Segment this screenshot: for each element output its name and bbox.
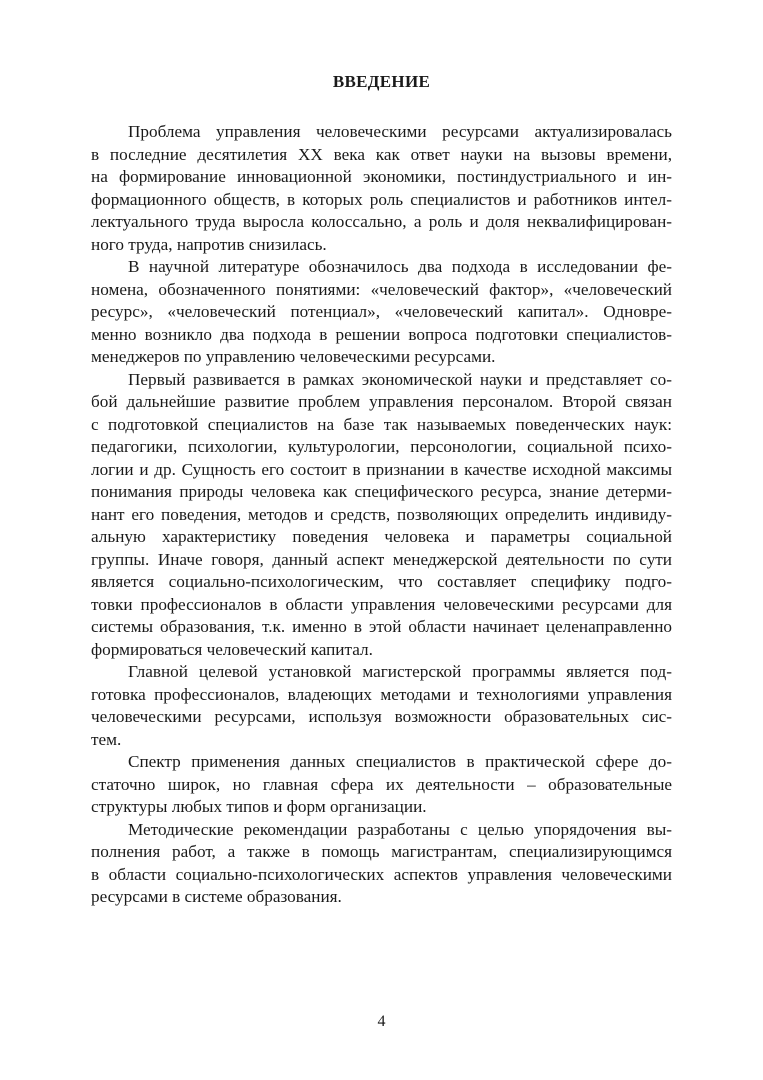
text-line: формироваться человеческий капитал. — [91, 639, 373, 659]
text-line: человеческими ресурсами, используя возможности образовательных сис- — [91, 707, 672, 726]
text-line: лектуального труда выросла колоссально, а роль и доля неквалифицирован- — [91, 212, 672, 231]
text-line: с подготовкой специалистов на базе так называемых поведенческих наук: — [91, 414, 672, 434]
paragraph — [91, 369, 672, 662]
text-line: ресурсами в системе образования. — [91, 887, 342, 906]
text-line: является социально-психологическим, что составляет специфику подго- — [91, 572, 672, 591]
text-line: структуры любых типов и форм организации. — [91, 797, 427, 816]
paragraph — [91, 751, 672, 819]
text-line: В научной литературе обозначилось два подхода в исследовании фе- — [128, 257, 672, 276]
body-text — [91, 121, 672, 909]
text-line: альную характеристику поведения человека и параметры социальной — [91, 527, 672, 546]
paragraph — [91, 661, 672, 751]
text-line: бой дальнейшие развитие проблем управления персоналом. Второй связан — [91, 392, 672, 411]
text-line: нант его поведения, методов и средств, позволяющих определить индивиду- — [91, 504, 672, 524]
page-number: 4 — [377, 1013, 386, 1030]
text-line: ресурс», «человеческий потенциал», «человеческий капитал». Одновре- — [91, 302, 672, 321]
text-line: в области социально-психологических аспектов управления человеческими — [91, 864, 672, 884]
text-line: ного труда, напротив снизилась. — [91, 234, 327, 254]
text-line: менно возникло два подхода в решении вопроса подготовки специалистов- — [91, 324, 672, 344]
text-line: понимания природы человека как специфического ресурса, знание детерми- — [91, 482, 672, 501]
text-line: Первый развивается в рамках экономической науки и представляет со- — [128, 369, 672, 389]
text-line: тем. — [91, 729, 122, 749]
text-line: менеджеров по управлению человеческими ресурсами. — [91, 347, 496, 366]
text-line: готовка профессионалов, владеющих методами и технологиями управления — [91, 684, 672, 704]
paragraph — [91, 256, 672, 369]
text-line: статочно широк, но главная сфера их деятельности – образовательные — [91, 774, 672, 794]
paragraph — [91, 121, 672, 256]
page-title: ВВЕДЕНИЕ — [332, 72, 431, 91]
text-line: товки профессионалов в области управления человеческими ресурсами для — [91, 594, 672, 614]
text-line: логии и др. Сущность его состоит в признании в качестве исходной максимы — [91, 459, 672, 479]
text-line: полнения работ, а также в помощь магистрантам, специализирующимся — [91, 842, 672, 861]
paragraph — [91, 819, 672, 909]
text-line: группы. Иначе говоря, данный аспект менеджерской деятельности по сути — [91, 549, 672, 569]
text-line: Главной целевой установкой магистерской программы является под- — [128, 662, 672, 681]
text-line: Спектр применения данных специалистов в практической сфере до- — [128, 752, 672, 771]
text-line: формационного обществ, в которых роль специалистов и работников интел- — [91, 189, 672, 209]
text-line: педагогики, психологии, культурологии, персонологии, социальной психо- — [91, 437, 672, 456]
text-line: на формирование инновационной экономики, постиндустриального и ин- — [91, 167, 672, 186]
text-line: Проблема управления человеческими ресурсами актуализировалась — [128, 122, 672, 141]
text-line: системы образования, т.к. именно в этой области начинает целенаправленно — [91, 617, 672, 636]
text-line: номена, обозначенного понятиями: «человеческий фактор», «человеческий — [91, 279, 672, 299]
text-line: в последние десятилетия XX века как ответ науки на вызовы времени, — [91, 144, 672, 164]
text-line: Методические рекомендации разработаны с целью упорядочения вы- — [128, 819, 672, 839]
